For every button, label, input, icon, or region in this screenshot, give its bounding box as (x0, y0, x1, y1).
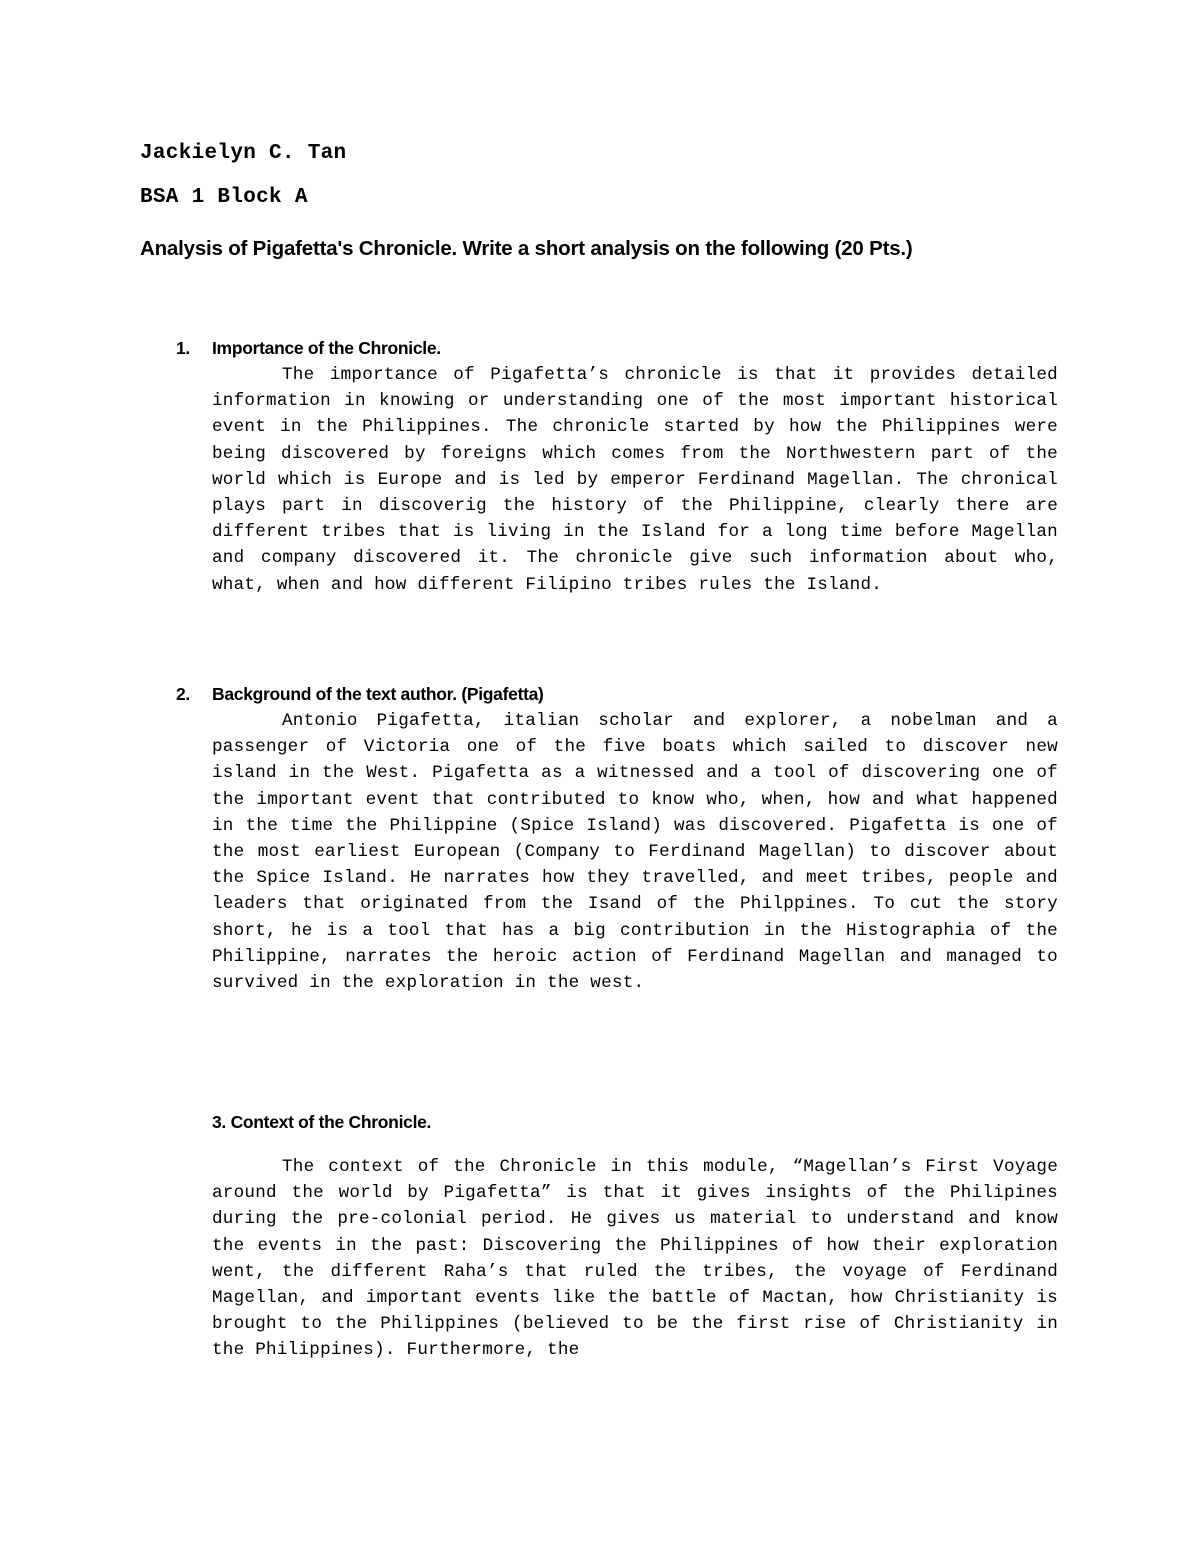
section-heading-text: Background of the text author. (Pigafetta) (212, 684, 544, 704)
section-heading-context (212, 1112, 431, 1133)
section-heading-text: Context of the Chronicle. (230, 1112, 432, 1132)
section-body-importance: The importance of Pigafetta’s chronicle is that it provides detailed information in knowing or understanding one of the most important historical event in the Philippines. The chronicle started by how the Philippines were being discovered by foreigns which comes from the Northwestern part of the world which is Europe and is led by emperor Ferdinand Magellan. The chronical plays part in discoverig the history of the Philippine, clearly there are different tribes that is living in the Island for a long time before Magellan and company discovered it. The chronicle give such information about who, what, when and how different Filipino tribes rules the Island. (212, 365, 1058, 595)
section-number: 2. (176, 684, 190, 704)
section-body-context: The context of the Chronicle in this module, “Magellan’s First Voyage around the world by Pigafetta” is that it gives insights of the Philipines during the pre-colonial period. He gives us material to understand and know the events in the past: Discovering the Philippines of how their exploration went, the different Raha’s that ruled the tribes, the voyage of Ferdinand Magellan, and important events like the battle of Mactan, how Christianity is brought to the Philippines (believed to be the first rise of Christianity in the Philippines). Furthermore, the (212, 1157, 1058, 1361)
section-heading-text: Importance of the Chronicle. (212, 338, 441, 358)
class-block: BSA 1 Block A (140, 186, 308, 209)
student-name: Jackielyn C. Tan (140, 142, 347, 165)
page-title: Analysis of Pigafetta's Chronicle. Write a short analysis on the following (20 Pts.) (140, 237, 913, 260)
section-body-background: Antonio Pigafetta, italian scholar and explorer, a nobelman and a passenger of Victoria one of the five boats which sailed to discover new island in the West. Pigafetta as a witnessed and a tool of discovering one of the important event that contributed to know who, when, how and what happened in the time the Philippine (Spice Island) was discovered. Pigafetta is one of the most earliest European (Company to Ferdinand Magellan) to discover about the Spice Island. He narrates how they travelled, and meet tribes, people and leaders that originated from the Isand of the Philppines. To cut the story short, he is a tool that has a big contribution in the Histographia of the Philippine, narrates the heroic action of Ferdinand Magellan and managed to survived in the exploration in the west. (212, 711, 1058, 994)
section-number: 3. (212, 1112, 226, 1132)
section-heading-background (176, 684, 544, 705)
section-heading-importance (176, 338, 441, 359)
section-number: 1. (176, 338, 190, 358)
